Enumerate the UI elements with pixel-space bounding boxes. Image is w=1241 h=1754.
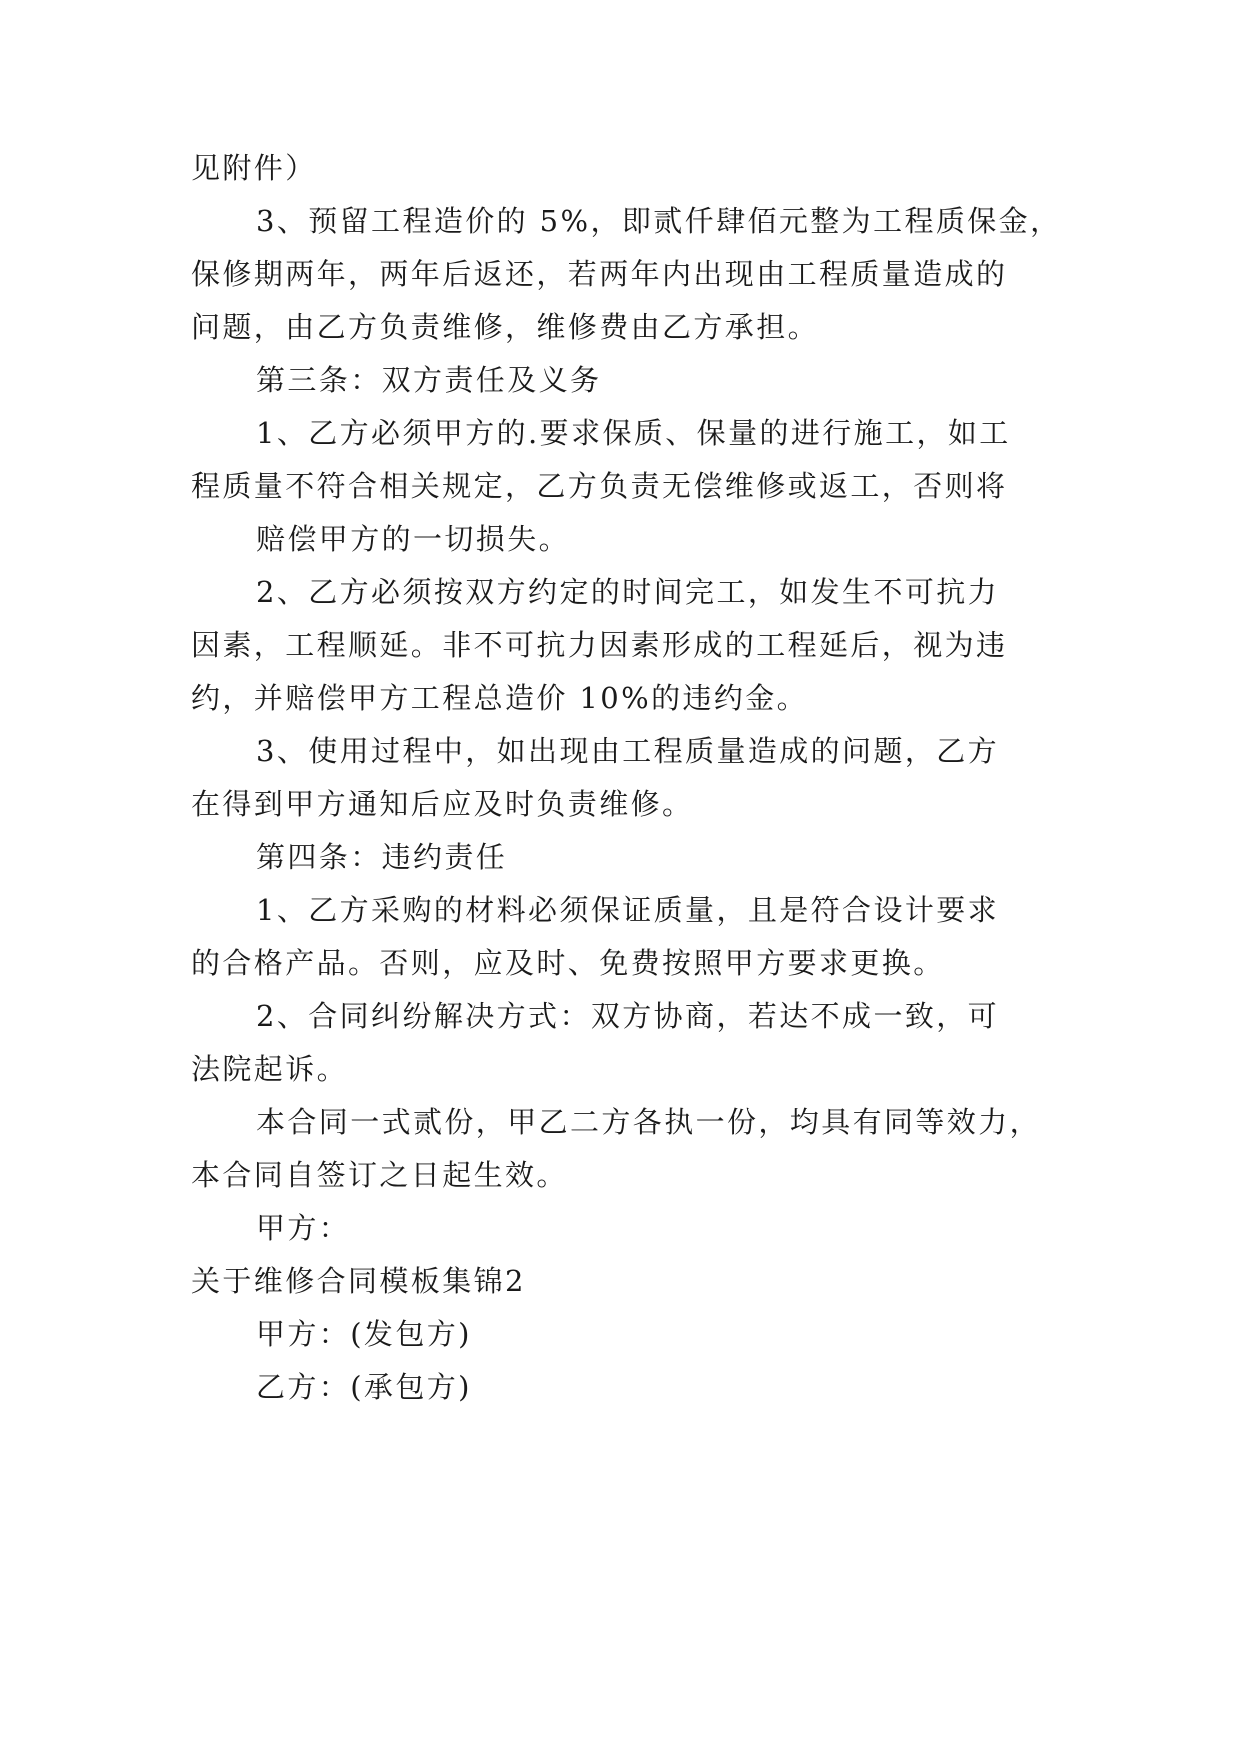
- text-line: 3、使用过程中，如出现由工程质量造成的问题，乙方: [256, 734, 1000, 768]
- text-line: 问题，由乙方负责维修，维修费由乙方承担。: [191, 310, 820, 344]
- text-line: 1、乙方采购的材料必须保证质量，且是符合设计要求: [256, 893, 1000, 927]
- text-line: 2、合同纠纷解决方式：双方协商，若达不成一致，可: [256, 999, 1000, 1033]
- text-line: 1、乙方必须甲方的.要求保质、保量的进行施工，如工: [256, 416, 1011, 450]
- section-heading: 第四条：违约责任: [256, 840, 508, 874]
- text-line: 约，并赔偿甲方工程总造价 10%的违约金。: [191, 681, 809, 715]
- text-line: 法院起诉。: [191, 1052, 349, 1086]
- section-heading: 第三条：双方责任及义务: [256, 363, 602, 397]
- text-line: 2、乙方必须按双方约定的时间完工，如发生不可抗力: [256, 575, 1000, 609]
- text-line: 在得到甲方通知后应及时负责维修。: [191, 787, 694, 821]
- text-line: 见附件）: [191, 151, 317, 185]
- text-line: 本合同自签订之日起生效。: [191, 1158, 568, 1192]
- signature-party-a: 甲方：: [256, 1211, 351, 1245]
- text-line: 3、预留工程造价的 5%，即贰仟肆佰元整为工程质保金，: [256, 204, 1062, 238]
- text-line: 本合同一式贰份，甲乙二方各执一份，均具有同等效力，: [256, 1105, 1042, 1139]
- text-line: 的合格产品。否则，应及时、免费按照甲方要求更换。: [191, 946, 945, 980]
- text-line: 保修期两年，两年后返还，若两年内出现由工程质量造成的: [191, 257, 1008, 291]
- party-b-line: 乙方：(承包方): [256, 1370, 472, 1404]
- document-title: 关于维修合同模板集锦2: [191, 1264, 526, 1298]
- text-line: 因素，工程顺延。非不可抗力因素形成的工程延后，视为违: [191, 628, 1008, 662]
- party-a-line: 甲方：(发包方): [256, 1317, 472, 1351]
- text-line: 程质量不符合相关规定，乙方负责无偿维修或返工，否则将: [191, 469, 1008, 503]
- text-line: 赔偿甲方的一切损失。: [256, 522, 571, 556]
